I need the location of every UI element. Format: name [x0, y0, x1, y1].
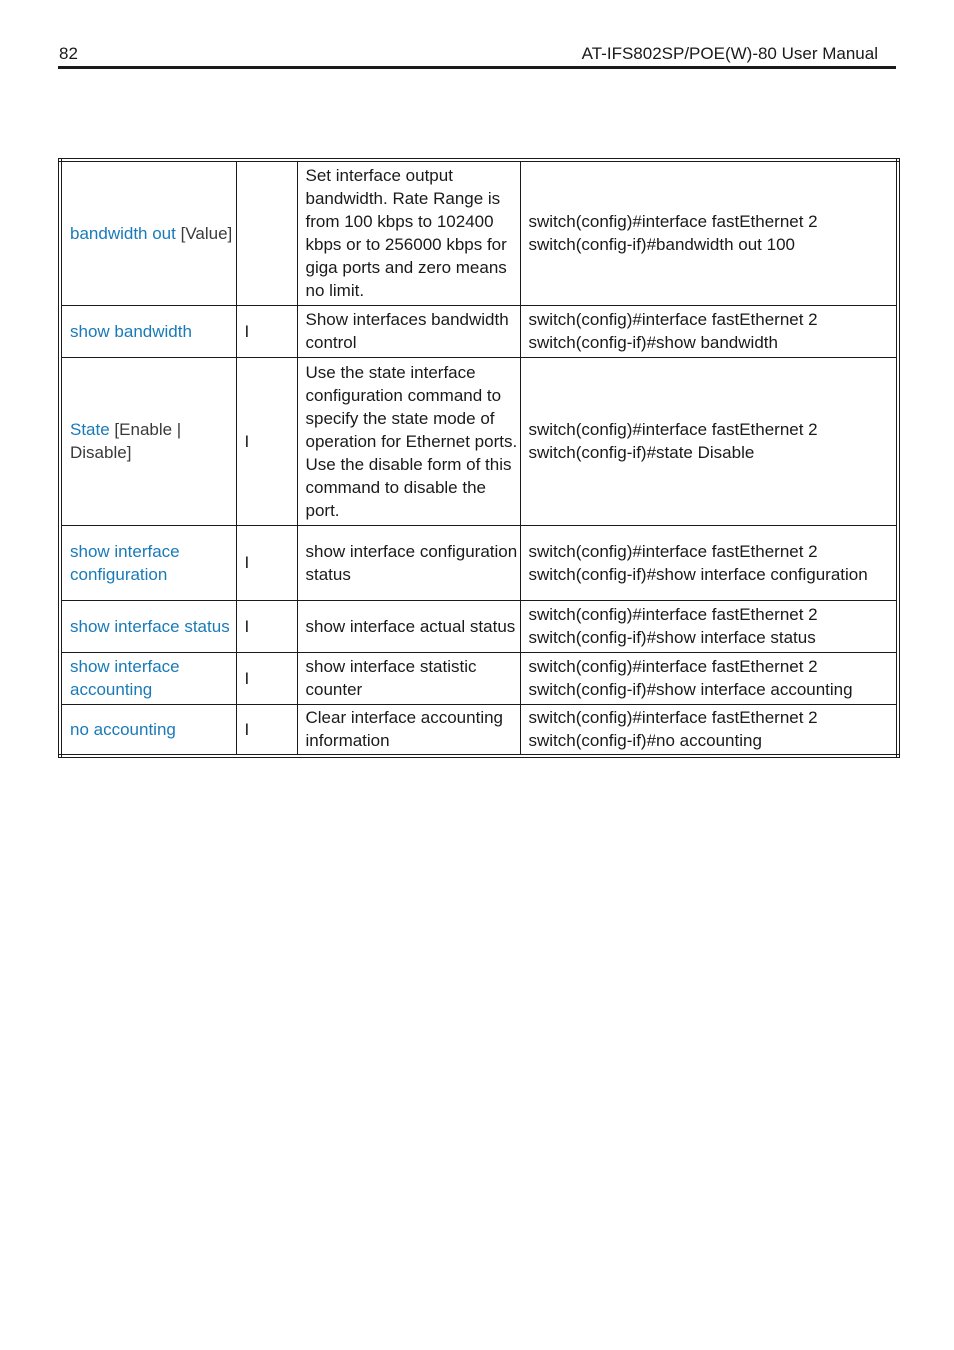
- command-cell: [60, 160, 236, 305]
- mode-cell: I: [236, 652, 297, 704]
- example-line: switch(config-if)#no accounting: [528, 731, 762, 751]
- table-row: [60, 305, 898, 357]
- example-line: switch(config-if)#show bandwidth: [528, 333, 778, 352]
- example-cell: [520, 652, 898, 704]
- command-keyword: bandwidth out: [70, 223, 176, 243]
- command-cell: [60, 652, 236, 704]
- description-cell: Set interface output bandwidth. Rate Range is from 100 kbps to 102400 kbps or to 256000 kbps for giga ports and zero means no limit.: [297, 160, 520, 305]
- example-cell: [520, 357, 898, 525]
- example-line: switch(config)#interface fastEthernet 2: [528, 541, 818, 561]
- example-line: switch(config)#interface fastEthernet 2: [528, 657, 818, 676]
- example-line: switch(config)#interface fastEthernet 2: [528, 708, 818, 728]
- mode-cell: I: [236, 357, 297, 525]
- mode-cell: [236, 160, 297, 305]
- example-cell: [520, 160, 898, 305]
- mode-cell: I: [236, 525, 297, 600]
- example-line: switch(config-if)#state Disable: [528, 443, 755, 462]
- example-line: switch(config-if)#show interface configuration: [528, 564, 868, 584]
- page-header: [58, 42, 896, 69]
- table-row: [60, 357, 898, 525]
- example-line: switch(config-if)#bandwidth out 100: [528, 235, 795, 255]
- command-cell: [60, 600, 236, 652]
- description-cell: show interface configuration status: [297, 525, 520, 600]
- description-cell: Use the state interface configuration command to specify the state mode of operation for Ethernet ports. Use the disable form of this command to disable the port.: [297, 357, 520, 525]
- example-line: switch(config)#interface fastEthernet 2: [528, 420, 818, 439]
- description-cell: Clear interface accounting information: [297, 704, 520, 756]
- command-keyword: show bandwidth: [70, 321, 192, 341]
- command-keyword: show interface status: [70, 616, 230, 636]
- description-cell: Show interfaces bandwidth control: [297, 305, 520, 357]
- command-cell: [60, 525, 236, 600]
- example-line: switch(config)#interface fastEthernet 2: [528, 605, 818, 624]
- mode-cell: I: [236, 600, 297, 652]
- example-line: switch(config-if)#show interface accounting: [528, 680, 853, 699]
- mode-cell: I: [236, 305, 297, 357]
- command-argument: [Value]: [175, 223, 233, 243]
- description-cell: show interface actual status: [297, 600, 520, 652]
- example-cell: [520, 600, 898, 652]
- command-cell: [60, 305, 236, 357]
- example-cell: [520, 704, 898, 756]
- command-keyword: show interface accounting: [70, 657, 180, 699]
- command-table: [58, 158, 900, 758]
- example-line: switch(config-if)#show interface status: [528, 628, 816, 647]
- example-cell: [520, 305, 898, 357]
- command-argument: [Enable | Disable]: [70, 420, 182, 462]
- example-line: switch(config)#interface fastEthernet 2: [528, 310, 818, 329]
- example-cell: [520, 525, 898, 600]
- table-row: [60, 704, 898, 756]
- command-cell: [60, 357, 236, 525]
- command-keyword: no accounting: [70, 719, 176, 739]
- table-row: [60, 160, 898, 305]
- table-row: [60, 525, 898, 600]
- mode-cell: I: [236, 704, 297, 756]
- description-cell: show interface statistic counter: [297, 652, 520, 704]
- command-keyword: show interface configuration: [70, 541, 180, 584]
- table-row: [60, 652, 898, 704]
- document-title: AT-IFS802SP/POE(W)-80 User Manual: [581, 44, 878, 63]
- command-keyword: State: [70, 420, 110, 439]
- command-cell: [60, 704, 236, 756]
- example-line: switch(config)#interface fastEthernet 2: [528, 212, 818, 232]
- table-row: [60, 600, 898, 652]
- page-number: 82: [59, 44, 78, 63]
